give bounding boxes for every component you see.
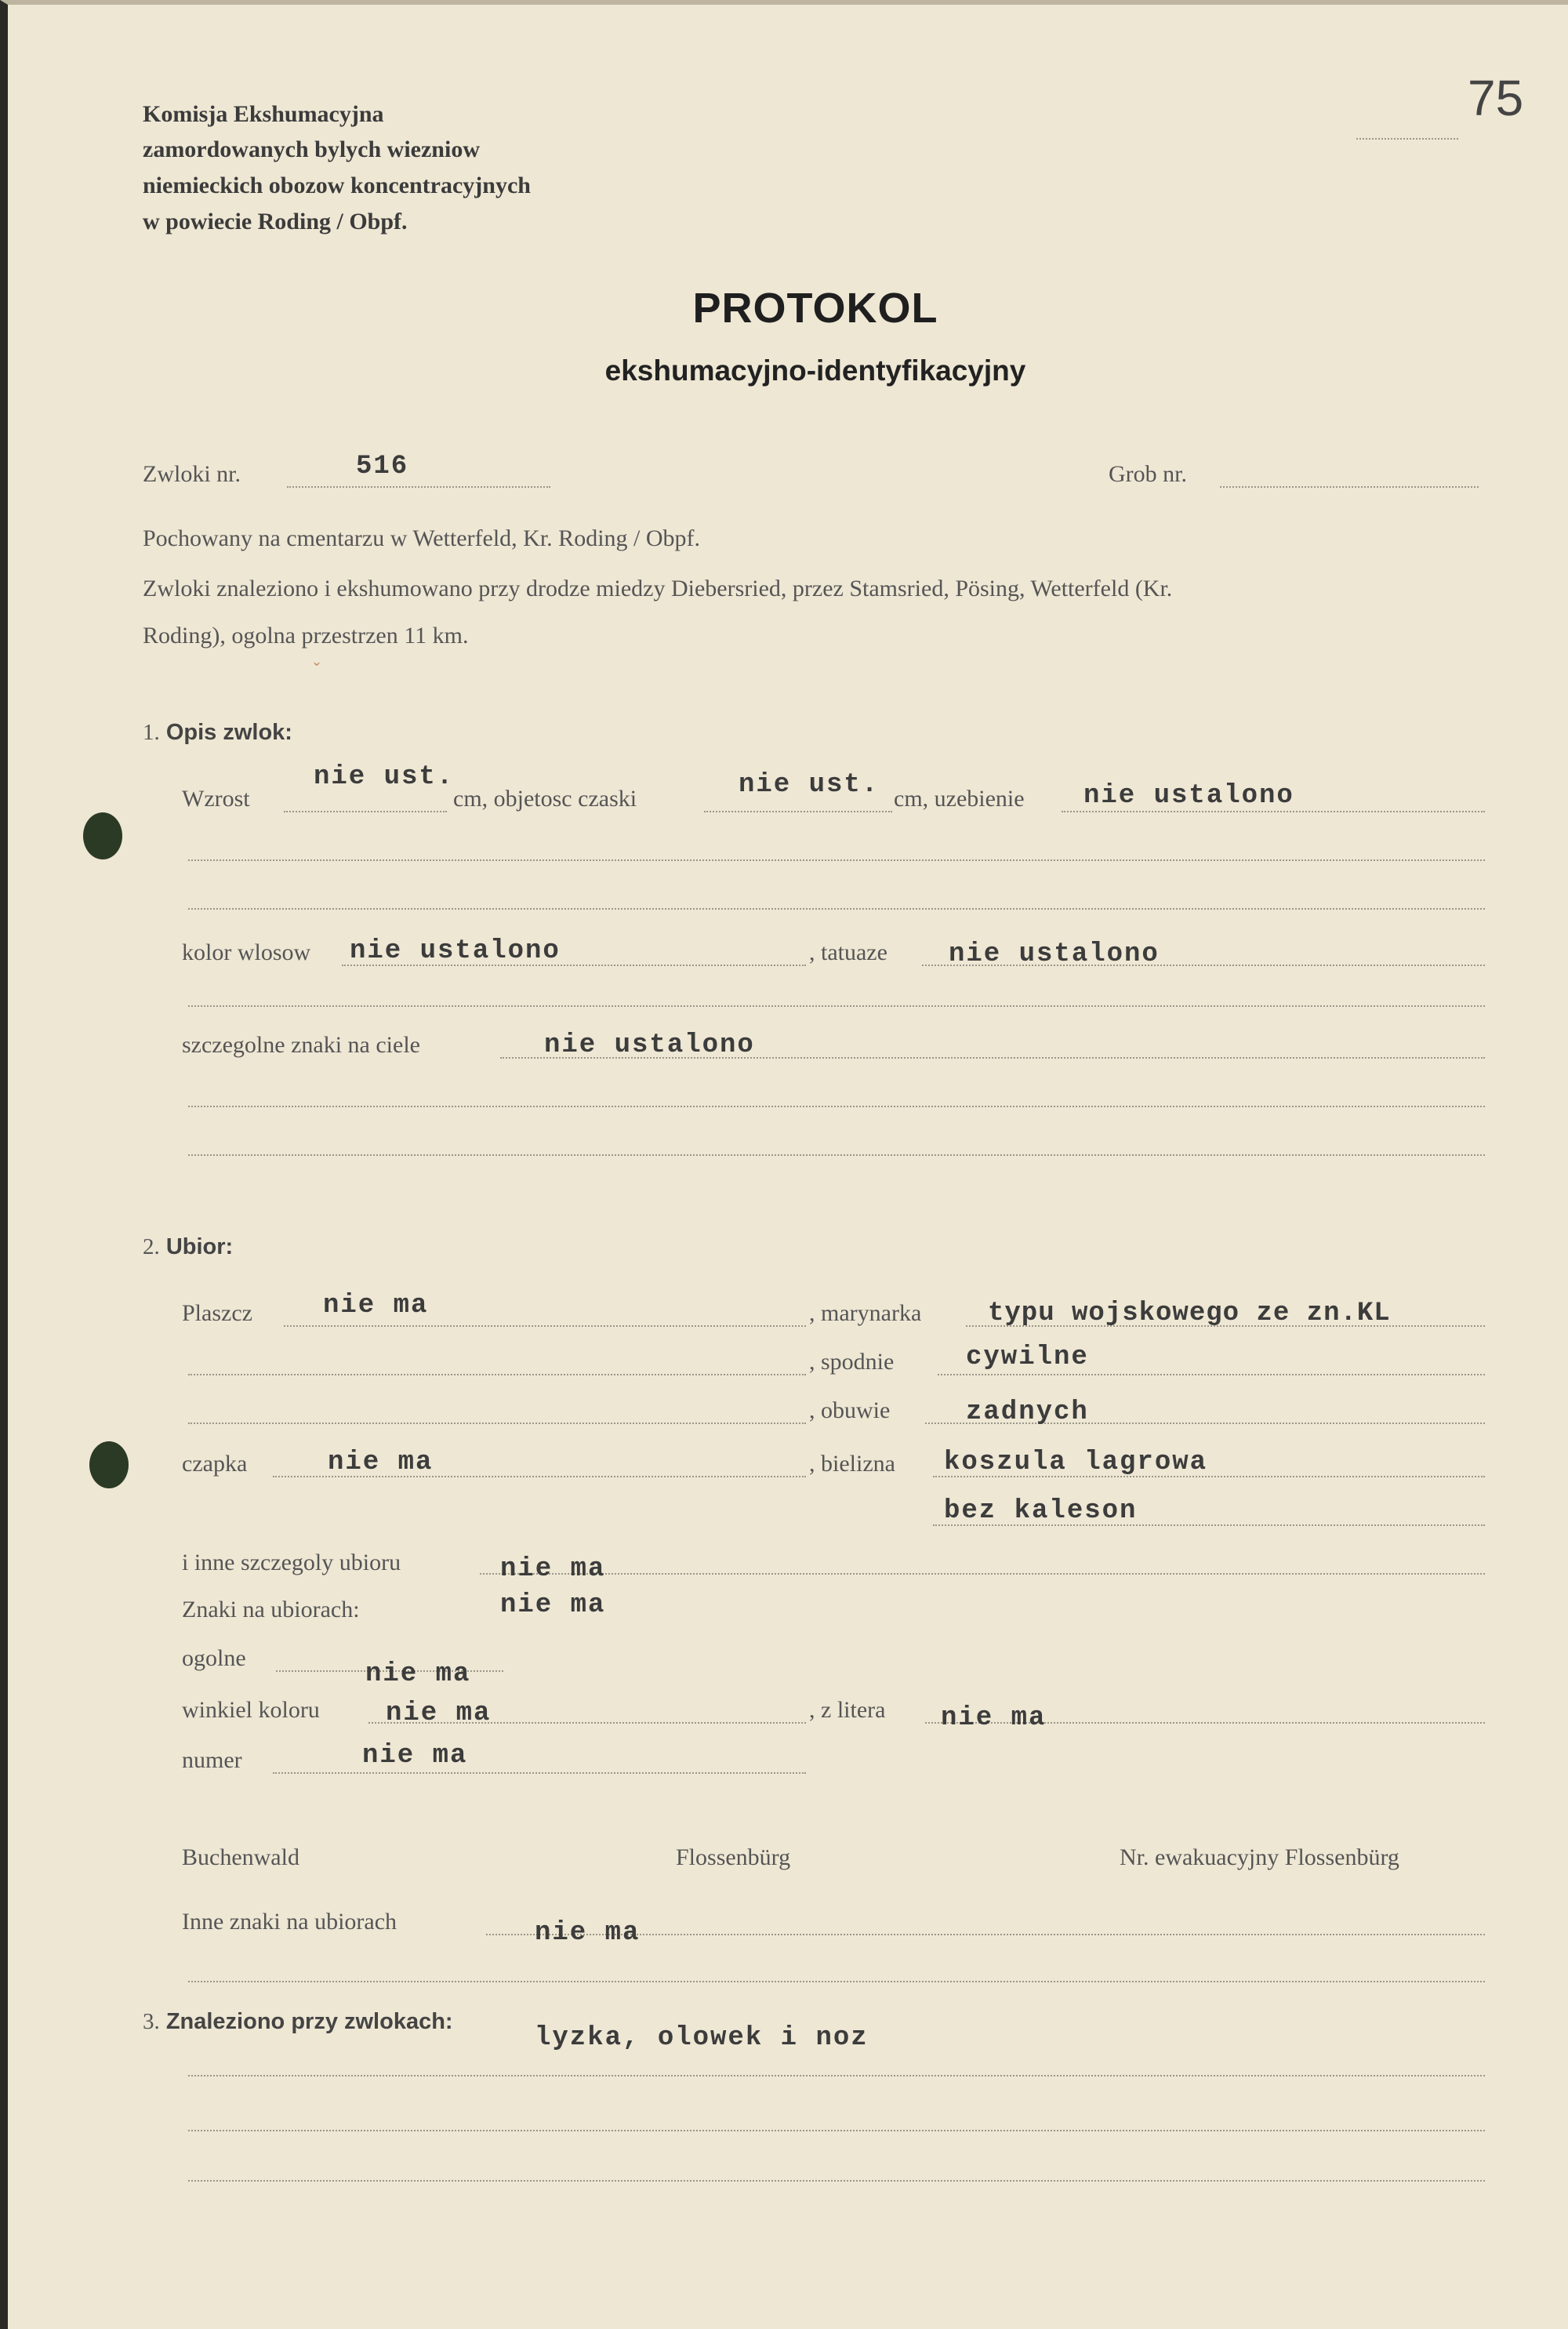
header-line-3: niemieckich obozow koncentracyjnych	[143, 173, 531, 198]
pencil-mark: ˇ	[314, 660, 320, 681]
header-line-1: Komisja Ekshumacyjna	[143, 101, 384, 127]
spodnie-left-dots	[188, 1374, 806, 1375]
grob-label: Grob nr.	[1109, 461, 1187, 487]
czapka-label: czapka	[182, 1451, 248, 1477]
pochowany-text: Pochowany na cmentarzu w Wetterfeld, Kr. Roding / Obpf.	[143, 525, 701, 551]
tatuaze-label: , tatuaze	[809, 939, 887, 965]
litera-label: , z litera	[809, 1697, 886, 1723]
blank-line-6	[188, 1981, 1485, 1982]
plaszcz-label: Plaszcz	[182, 1300, 252, 1326]
wzrost-dots	[284, 811, 447, 812]
numer-label: numer	[182, 1747, 242, 1773]
zwloki-dots	[287, 486, 550, 488]
blank-line-2	[188, 908, 1485, 910]
blank-line-5	[188, 1154, 1485, 1156]
buchenwald-label: Buchenwald	[182, 1844, 299, 1870]
znaki-ciele-label: szczegolne znaki na ciele	[182, 1032, 420, 1058]
znaki-ciele-value: nie ustalono	[544, 1030, 755, 1060]
document-title: PROTOKOL	[692, 285, 938, 332]
page-number: 75	[1468, 70, 1524, 126]
flossenburg-label: Flossenbürg	[676, 1844, 791, 1870]
blank-line-1	[188, 859, 1485, 861]
numer-dots	[273, 1772, 806, 1774]
marynarka-value: typu wojskowego ze zn.KL	[988, 1299, 1391, 1328]
bielizna-value-2: bez kaleson	[944, 1496, 1138, 1526]
marynarka-label: , marynarka	[809, 1300, 922, 1326]
section-2-number: 2.	[143, 1234, 160, 1259]
plaszcz-value: nie ma	[323, 1291, 429, 1321]
section-1-label: Opis zwlok:	[165, 720, 292, 745]
blank-line-8	[188, 2130, 1485, 2131]
inne-szczegoly-label: i inne szczegoly ubioru	[182, 1550, 401, 1575]
section-3-value: lyzka, olowek i noz	[535, 2023, 869, 2053]
ewakuacyjny-label: Nr. ewakuacyjny Flossenbürg	[1120, 1844, 1399, 1870]
blank-line-3	[188, 1005, 1485, 1007]
uzebienie-value: nie ustalono	[1083, 781, 1294, 811]
znaki-ubiorach-label: Znaki na ubiorach:	[182, 1597, 360, 1622]
czapka-value: nie ma	[328, 1448, 434, 1477]
znaki-ubiorach-value: nie ma	[500, 1590, 606, 1620]
header-line-4: w powiecie Roding / Obpf.	[143, 209, 408, 234]
spodnie-label: , spodnie	[809, 1349, 895, 1375]
ogolne-value: nie ma	[365, 1659, 471, 1689]
wzrost-label: Wzrost	[182, 786, 250, 812]
inne-znaki-label: Inne znaki na ubiorach	[182, 1909, 397, 1935]
bielizna-value-1: koszula lagrowa	[944, 1448, 1208, 1477]
blank-line-9	[188, 2180, 1485, 2182]
inne-znaki-value: nie ma	[535, 1918, 641, 1948]
kolor-label: kolor wlosow	[182, 939, 311, 965]
ogolne-label: ogolne	[182, 1645, 246, 1671]
kolor-value: nie ustalono	[350, 936, 561, 966]
znaleziono-line-2: Roding), ogolna przestrzen 11 km.	[143, 623, 469, 649]
grob-dots	[1220, 486, 1479, 488]
zwloki-label: Zwloki nr.	[143, 461, 241, 487]
bielizna-label: , bielizna	[809, 1451, 895, 1477]
section-2-title	[143, 1234, 233, 1260]
znaleziono-line-1: Zwloki znaleziono i ekshumowano przy drodze miedzy Diebersried, przez Stamsried, Pösing, Wetterfeld (Kr.	[143, 576, 1173, 601]
numer-value: nie ma	[362, 1741, 468, 1771]
wzrost-value: nie ust.	[314, 762, 455, 792]
inne-szczegoly-value: nie ma	[500, 1554, 606, 1584]
obuwie-value: zadnych	[966, 1397, 1089, 1427]
plaszcz-dots	[284, 1325, 806, 1327]
punch-hole-bottom	[89, 1441, 129, 1488]
section-1-number: 1.	[143, 720, 160, 745]
punch-hole-top	[83, 812, 122, 859]
zwloki-value: 516	[356, 452, 409, 481]
wzrost-unit-label: cm, objetosc czaski	[453, 786, 637, 812]
czaska-dots	[704, 811, 892, 812]
tatuaze-value: nie ustalono	[949, 939, 1160, 969]
blank-line-4	[188, 1106, 1485, 1107]
czaska-value: nie ust.	[739, 770, 880, 800]
spodnie-value: cywilne	[966, 1343, 1089, 1372]
section-3-title	[143, 2009, 453, 2035]
page-number-dashes	[1356, 138, 1458, 140]
spodnie-dots	[938, 1374, 1485, 1375]
czaska-unit-label: cm, uzebienie	[894, 786, 1025, 812]
winkiel-label: winkiel koloru	[182, 1697, 320, 1723]
blank-line-7	[188, 2075, 1485, 2076]
litera-value: nie ma	[941, 1703, 1047, 1733]
winkiel-value: nie ma	[386, 1699, 492, 1728]
inne-szczegoly-dots	[480, 1573, 1485, 1575]
document-subtitle: ekshumacyjno-identyfikacyjny	[604, 354, 1026, 387]
section-1-title	[143, 720, 292, 746]
section-3-number: 3.	[143, 2009, 160, 2034]
header-line-2: zamordowanych bylych wiezniow	[143, 136, 480, 162]
section-2-label: Ubior:	[165, 1234, 234, 1259]
uzebienie-dots	[1062, 811, 1485, 812]
section-3-label: Znaleziono przy zwlokach:	[165, 2009, 453, 2034]
obuwie-label: , obuwie	[809, 1397, 891, 1423]
obuwie-left-dots	[188, 1422, 806, 1424]
